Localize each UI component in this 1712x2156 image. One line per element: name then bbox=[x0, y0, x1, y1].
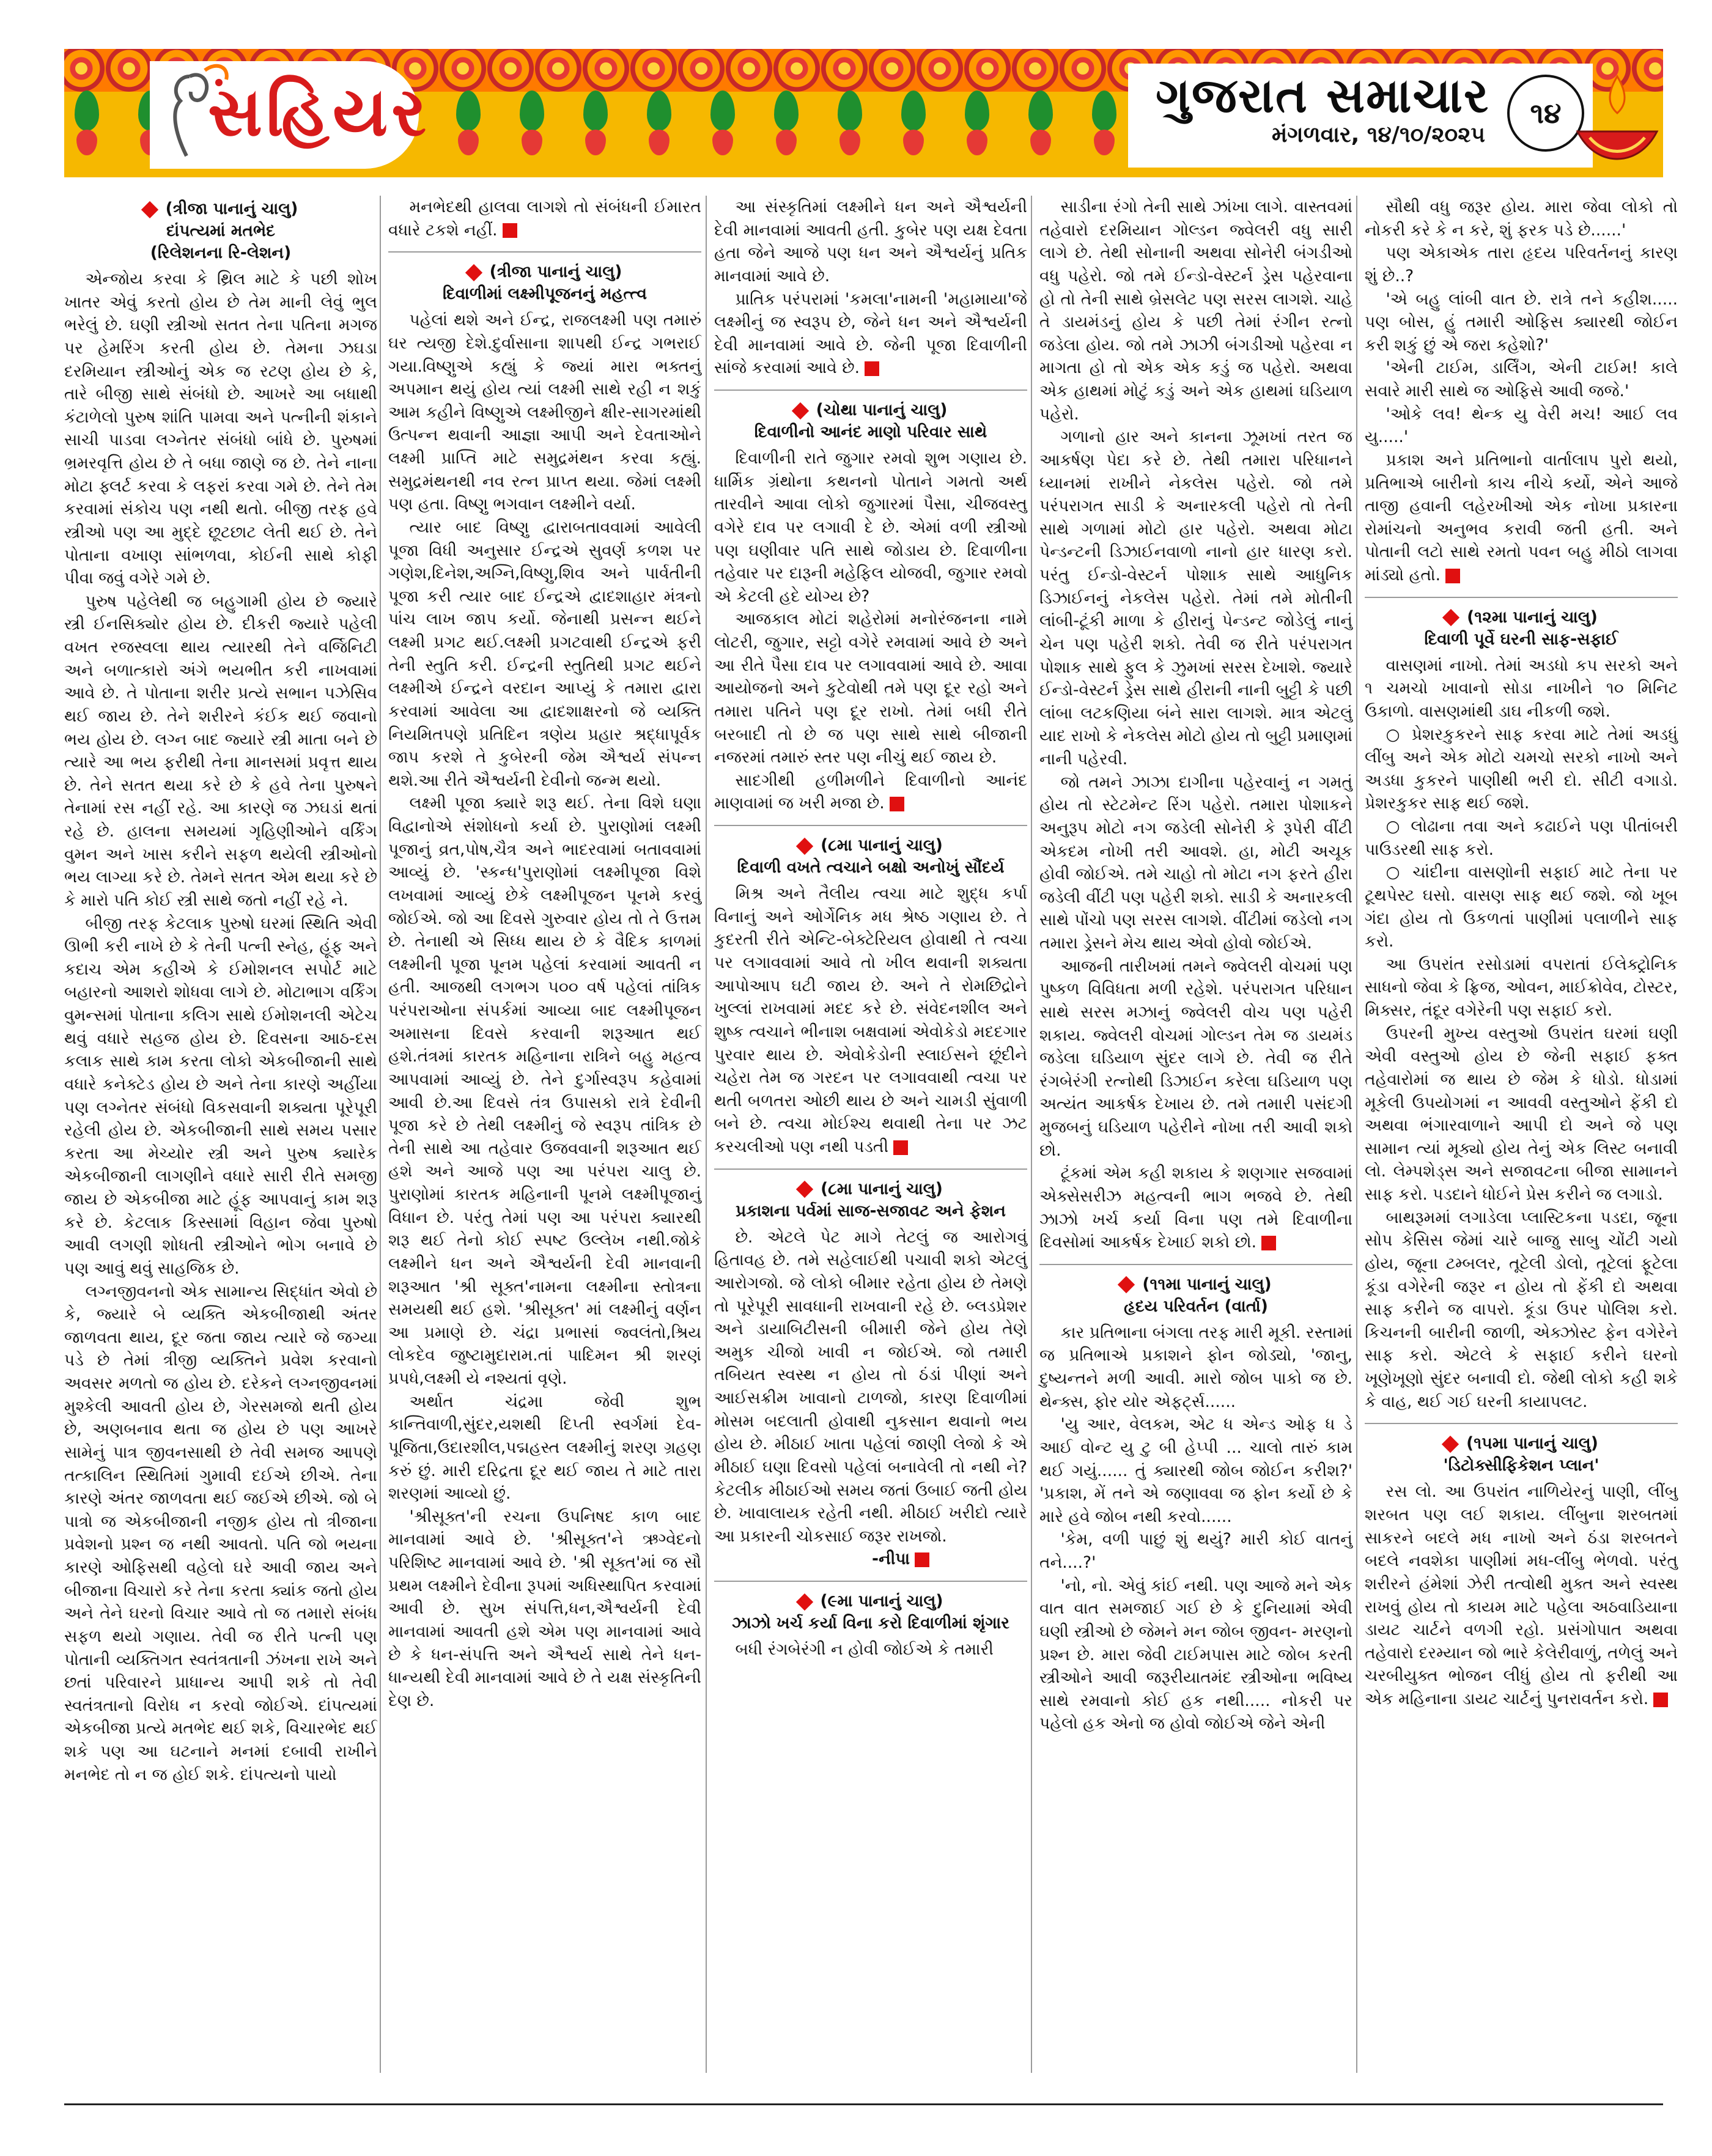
paragraph: 'કેમ, વળી પાછું શું થયું? મારી કોઈ વાતનું તને....?' bbox=[1039, 1530, 1352, 1573]
paragraph: પહેલાં થશે અને ઈન્દ્ર, રાજલક્ષ્મી પણ તમારું ઘર ત્યજી દેશે.દુર્વાસાના શાપથી ઈન્દ્ર ગભરાઈ ગયા.વિષ્ણુએ કહ્યું કે જ્યાં મારા ભક્તનું અપમાન થયું હોય ત્યાં લક્ષ્મી સાથે રહી ન શકું આમ કહીને વિષ્ણુએ લક્ષ્મીજીને ક્ષીર-સાગરમાંથી ઉત્પન્ન થવાની આજ્ઞા આપી અને દેવતાઓને લક્ષ્મી પ્રાપ્તિ માટે સમુદ્રમંથન કરવા કહ્યું. સમુદ્રમંથનથી નવ રત્ન પ્રાપ્ત થયા. જેમાં લક્ષ્મી પણ હતા. વિષ્ણુ ભગવાન લક્ષ્મીને વર્યા. bbox=[388, 311, 701, 514]
column-1 bbox=[64, 196, 377, 1786]
paragraph bbox=[388, 196, 701, 242]
end-mark-icon bbox=[1445, 569, 1460, 583]
diamond-bullet-icon bbox=[795, 1593, 813, 1610]
column-rule bbox=[706, 196, 707, 2073]
section-divider bbox=[1365, 597, 1678, 598]
supplement-logo: સહિયર bbox=[208, 72, 430, 151]
paragraph: બીજી તરફ કેટલાક પુરુષો ઘરમાં સ્થિતિ એવી ઊભી કરી નાખે છે કે તેની પત્ની સ્નેહ, હૂંફ અને કદાચ એમ કહીએ કે ઈમોશનલ સપોર્ટ માટે બહારનો આશરો શોધવા લાગે છે. મોટાભાગ વર્કિંગ વુમન્સમાં પોતાના કલિગ સાથે ઈમોશનલી એટેચ થવું વધારે સહજ હોય છે. દિવસના આઠ-દસ કલાક સાથે કામ કરતા લોકો એકબીજાની સાથે વધારે કનેક્ટેડ હોય છે અને તેના કારણે અહીંયા પણ લગ્નેતર સંબંધો વિકસવાની શક્યતા પૂરેપૂરી રહેલી હોય છે. એકબીજાની સાથે સમય પસાર કરતા આ મેચ્યોર સ્ત્રી અને પુરુષ ક્યારેક એકબીજાની લાગણીને વધારે સારી રીતે સમજી જાય છે એકબીજા માટે હૂંફ આપવાનું કામ શરૂ કરે છે. કેટલાક કિસ્સામાં વિહાન જેવા પુરુષો આવી લગણી શોધતી સ્ત્રીઓને ભોગ બનાવે છે પણ આવું થવું સાહજિક છે. bbox=[64, 914, 377, 1278]
article-heading bbox=[388, 261, 701, 305]
page-number-badge: ૧૪ bbox=[1507, 75, 1584, 152]
article-title: પ્રકાશના પર્વમાં સાજ-સજાવટ અને ફેશન bbox=[736, 1201, 1006, 1220]
paragraph: પુરુષ પહેલેથી જ બહુગામી હોય છે જ્યારે સ્ત્રી ઈનસિક્યોર હોય છે. દીકરી જ્યારે પહેલી વખત રજસ્વલા થાય ત્યારથી તેને વર્જિનિટી અને બળાત્કારો અંગે ભયભીત કરી નાખવામાં આવે છે. તે પોતાના શરીર પ્રત્યે સભાન પઝેસિવ થઈ જાય છે. તેને શરીરને કંઈક થઈ જવાનો ભય હોય છે. લગ્ન બાદ જ્યારે સ્ત્રી માતા બને છે ત્યારે આ ભય ફરીથી તેના માનસમાં પ્રવૃત્ત થાય છે. તેને સતત થયા કરે છે કે હવે તેના પુરુષને તેનામાં રસ નહીં રહે. આ કારણે જ ઝઘડાં થતાં રહે છે. હાલના સમયમાં ગૃહિણીઓને વર્કિંગ વુમન અને ખાસ કરીને સફળ થયેલી સ્ત્રીઓનો ભય લાગ્યા કરે છે. તેમને સતત એમ થયા કરે છે કે મારો પતિ કોઈ સ્ત્રી સાથે જતો નહીં રહે ને. bbox=[64, 591, 377, 910]
paragraph: 'નો, નો. એવું કાંઈ નથી. પણ આજે મને એક વાત વાત સમજાઈ ગઈ છે કે દુનિયામાં એવી ઘણી સ્ત્રીઓ છે જેમને મન જોબ જીવન- મરણનો પ્રશ્ન છે. મારા જેવી ટાઈમપાસ માટે જોબ કરતી સ્ત્રીઓને આવી જરૂરીયાતમંદ સ્ત્રીઓના ભવિષ્ય સાથે રમવાનો કોઈ હક નથી..... નોકરી પર પહેલો હક એનો જ હોવો જોઈએ જેને એની bbox=[1039, 1576, 1352, 1733]
toran-leaf-icon bbox=[770, 90, 803, 164]
paragraph-text: સાદગીથી હળીમળીને દિવાળીનો આનંદ માણવામાં જ ખરી મજા છે. bbox=[714, 770, 1027, 813]
column-rule bbox=[1356, 196, 1357, 2073]
paragraph bbox=[1365, 1480, 1678, 1710]
paragraph-text: ટૂંકમાં એમ કહી શકાય કે શણગાર સજવામાં એક્સેસરીઝ મહત્વની ભાગ ભજવે છે. તેથી ઝાઝો ખર્ચ કર્યા વિના પણ તમે દિવાળીના દિવસોમાં આકર્ષક દેખાઈ શકો છો. bbox=[1039, 1164, 1352, 1252]
end-mark-icon bbox=[1653, 1693, 1668, 1707]
paragraph: જો તમને ઝાઝા દાગીના પહેરવાનું ન ગમતું હોય તો સ્ટેટમેન્ટ રિંગ પહેરો. તમારા પોશાકને અનુરૂપ મોટો નગ જડેલી સોનેરી કે રૂપેરી વીંટી એકદમ નોખી તરી આવશે. હા, મોટી અચૂક હોવી જોઈએ. તમે ચાહો તો મોટા નગ ફરતે હીરા જડેલી વીંટી પણ પહેરી શકો. સાડી કે અનારકલી સાથે પોંચો પણ સરસ લાગશે. વીંટીમાં જડેલો નગ તમારા ડ્રેસને મેચ થાય એવો હોવો જોઈએ. bbox=[1039, 772, 1352, 953]
continued-from-label: (ત્રીજા પાનાનું ચાલુ) bbox=[489, 262, 622, 282]
toran-leaf-icon bbox=[452, 90, 485, 164]
continued-from-label: (૧૨મા પાનાનું ચાલુ) bbox=[1467, 607, 1598, 627]
toran-leaf-icon bbox=[1088, 90, 1121, 164]
column-3 bbox=[714, 196, 1027, 1661]
column-rule bbox=[1031, 196, 1032, 2073]
toran-leaf-icon bbox=[579, 90, 612, 164]
paragraph bbox=[1365, 449, 1678, 587]
article-heading bbox=[714, 399, 1027, 443]
paragraph-text: મિશ્ર અને તૈલીય ત્વચા માટે શુદ્ધ કર્પા વિનાનું અને ઓર્ગેનિક મધ શ્રેષ્ઠ ગણાય છે. તે કુદરતી રીતે એન્ટિ-બેક્ટેરિયલ હોવાથી તે ત્વચા પર લગાવવામાં આવે તો ખીલ થવાની શક્યતા આપોઆપ ઘટી જાય છે. અને તે રોમછિદ્રોને ખુલ્લાં રાખવામાં મદદ કરે છે. સંવેદનશીલ અને શુષ્ક ત્વચાને ભીનાશ બક્ષવામાં એવોકેડો મદદગાર પુરવાર થાય છે. એવોકેડોની સ્લાઈસને છૂંદીને ચહેરા તેમ જ ગરદન પર લગાવવાથી ત્વચા પર થતી બળતરા ઓછી થાય છે અને ચામડી સુંવાળી બને છે. ત્વચા મોઈશ્ચ થવાથી તેના પર ઝટ કરચલીઓ પણ નથી પડતી bbox=[714, 884, 1027, 1156]
article-heading bbox=[1365, 1433, 1678, 1477]
paragraph-text: મનભેદથી હાલવા લાગશે તો સંબંધની ઈમારત વધારે ટકશે નહીં. bbox=[388, 198, 701, 240]
diamond-bullet-icon bbox=[1442, 609, 1459, 626]
paragraph: 'યુ આર, વેલકમ, એટ ધ એન્ડ ઓફ ધ ડે આઈ વોન્ટ યુ ટુ બી હેપ્પી ... ચાલો તારું કામ થઈ ગયું...... તું ક્યારથી જોબ જોઈન કરીશ?' 'પ્રકાશ, મેં તને એ જણાવવા જ ફોન કર્યો છે કે મારે હવે જોબ નથી કરવો...... bbox=[1039, 1415, 1352, 1526]
toran-leaf-icon bbox=[643, 90, 676, 164]
article-heading bbox=[1039, 1274, 1352, 1318]
section-divider bbox=[388, 251, 701, 253]
paragraph bbox=[1039, 1162, 1352, 1254]
paragraph: પણ એકાએક તારા હૃદય પરિવર્તનનું કારણ શું છે..? bbox=[1365, 243, 1678, 286]
toran-leaf-icon bbox=[897, 90, 930, 164]
diamond-bullet-icon bbox=[796, 837, 813, 854]
toran-leaf-icon bbox=[961, 90, 994, 164]
article-title: દિવાળી વખતે ત્વચાને બક્ષો અનોખું સૌંદર્ય bbox=[737, 858, 1005, 877]
toran-leaf-icon bbox=[70, 90, 103, 164]
continued-from-label: (ત્રીજા પાનાનું ચાલુ) bbox=[165, 199, 298, 218]
paragraph: 'ઓકે લવ! થેન્ક યુ વેરી મચ! આઈ લવ યુ.....' bbox=[1365, 404, 1678, 447]
article-title: દિવાળી પૂર્વે ઘરની સાફ-સફાઈ bbox=[1424, 629, 1618, 649]
diamond-bullet-icon bbox=[465, 264, 482, 281]
section-divider bbox=[714, 389, 1027, 391]
paragraph: સૌથી વધુ જરૂર હોય. મારા જેવા લોકો તો નોકરી કરે કે ન કરે, શું ફરક પડે છે......' bbox=[1365, 198, 1678, 240]
paragraph bbox=[714, 882, 1027, 1159]
diamond-bullet-icon bbox=[791, 402, 808, 419]
diamond-bullet-icon bbox=[1442, 1436, 1459, 1453]
column-5 bbox=[1365, 196, 1678, 1711]
article-heading bbox=[714, 835, 1027, 879]
author-signature bbox=[714, 1548, 1027, 1571]
paragraph: એન્જોય કરવા કે થ્રિલ માટે કે પછી શોખ ખાતર એવું કરતો હોય છે તેમ માની લેવું ભુલ ભરેલું છે. ઘણી સ્ત્રીઓ સતત તેના પતિના મગજ પર હેમરિંગ કરતી હોય છે. તેમના ઝઘડા દરમિયાન સ્ત્રીઓનું એક જ રટણ હોય છે કે, તારે બીજી સાથે સંબંધો છે. આખરે આ બધાથી કંટાળેલો પુરુષ શાંતિ પામવા અને પત્નીની શંકાને સાચી પાડવા લગ્નેતર સંબંધો બાંધે છે. પુરુષમાં ભ્રમરવૃત્તિ હોય છે તે બધા જાણે જ છે. તેને નાના મોટા ફ્લર્ટ કરવા કે લફરાં કરવા ગમે છે. તેને તેમ કરવામાં સંકોચ પણ નથી થતો. બીજી તરફ હવે સ્ત્રીઓ પણ આ મુદ્દે છૂટછાટ લેતી થઈ છે. તેને પોતાના વખાણ સાંભળવા, કોઈની સાથે કોફી પીવા જવું વગેરે ગમે છે. bbox=[64, 270, 377, 588]
article-title: 'ડિટોક્સીફિકેશન પ્લાન' bbox=[1443, 1456, 1599, 1475]
article-title: હૃદય પરિવર્તન (વાર્તા) bbox=[1124, 1296, 1268, 1316]
paragraph: 'એ બહુ લાંબી વાત છે. રાત્રે તને કહીશ..... પણ બોસ, હું તમારી ઓફિસ ક્યારથી જોઈન કરી શકું છું એ જરા કહેશો?' bbox=[1365, 289, 1678, 355]
continued-from-label: (૧૧મા પાનાનું ચાલુ) bbox=[1142, 1274, 1272, 1294]
article-title: દાંપત્યમાં મતભેદ bbox=[166, 221, 275, 241]
diamond-bullet-icon bbox=[141, 201, 158, 218]
paragraph: વાસણમાં નાખો. તેમાં અડધો કપ સરકો અને ૧ ચમચો ખાવાનો સોડા નાખીને ૧૦ મિનિટ ઉકાળો. વાસણમાંથી ડાઘ નીકળી જશે. bbox=[1365, 655, 1678, 721]
article-title: દિવાળીનો આનંદ માણો પરિવાર સાથે bbox=[754, 423, 987, 442]
paragraph-text: રસ લો. આ ઉપરાંત નાળિયેરનું પાણી, લીંબુ શરબત પણ લઈ શકાય. લીંબુના શરબતમાં સાકરને બદલે મધ નાખો અને ઠંડા શરબતને બદલે નવશેકા પાણીમાં મધ-લીંબુ ભેળવો. પરંતુ શરીરને હંમેશાં ઝેરી તત્વોથી મુક્ત અને સ્વસ્થ રાખવું હોય તો કાયમ માટે પહેલા અઠવાડિયાના ડાયટ ચાર્ટને વળગી રહો. પ્રસંગોપાત અથવા તહેવારો દરમ્યાન જો ભારે કેલેરીવાળું, તળેલું અને ચરબીયુક્ત ભોજન લીધું હોય તો ફરીથી આ એક મહિનાના ડાયટ ચાર્ટનું પુનરાવર્તન કરો. bbox=[1365, 1482, 1678, 1708]
article-heading bbox=[1365, 607, 1678, 651]
signature-text: -નીપા bbox=[871, 1549, 910, 1569]
section-divider bbox=[714, 1581, 1027, 1582]
section-divider bbox=[1365, 1423, 1678, 1424]
paragraph: આ ઉપરાંત રસોડામાં વપરાતાં ઈલેક્ટ્રોનિક સાધનો જેવા કે ફ્રિજ, ઓવન, માઈક્રોવેવ, ટોસ્ટર, મિક્સર, તંદૂર વગેરેની પણ સફાઈ કરો. bbox=[1365, 954, 1678, 1021]
paragraph: ઉપરની મુખ્ય વસ્તુઓ ઉપરાંત ઘરમાં ઘણી એવી વસ્તુઓ હોય છે જેની સફાઈ ફક્ત તહેવારોમાં જ થાય છે જેમ કે ધોડો. ધોડામાં મૂકેલી ઉપયોગમાં ન આવવી વસ્તુઓને ફેંકી દો અથવા ભંગારવાળાને આપી દો અને જે પણ સામાન ત્યાં મૂક્યો હોય તેનું એક લિસ્ટ બનાવી લો. લેમ્પશેડ્સ અને સજાવટના બીજા સામાનને સાફ કરો. પડદાને ધોઈને પ્રેસ કરીને જ લગાડો. bbox=[1365, 1024, 1678, 1205]
paragraph bbox=[714, 769, 1027, 815]
end-mark-icon bbox=[865, 361, 879, 376]
end-mark-icon bbox=[503, 223, 517, 238]
diamond-bullet-icon bbox=[796, 1181, 813, 1198]
end-mark-icon bbox=[893, 1140, 908, 1155]
paragraph: ત્યાર બાદ વિષ્ણુ દ્વારાબતાવવામાં આવેલી પૂજા વિધી અનુસાર ઈન્દ્રએ સુવર્ણ કળશ પર ગણેશ,દિનેશ,અગ્નિ,વિષ્ણુ,શિવ અને પાર્વતીની પૂજા કરી ત્યાર બાદ ઈન્દ્રએ દ્વાદશાહાર મંત્રનો પાંચ લાખ જાપ કર્યો. જેનાથી પ્રસન્ન થઈને લક્ષ્મી પ્રગટ થઈ.લક્ષ્મી પ્રગટવાથી ઈન્દ્રએ ફરી તેની સ્તુતિ કરી. ઈન્દ્રની સ્તુતિથી પ્રગટ થઈને લક્ષ્મીએ ઈન્દ્રને વરદાન આપ્યું કે તમારા દ્વારા કરવામાં આવેલા આ દ્વાદશાક્ષરનો જે વ્યક્તિ નિયમિતપણે પ્રતિદિન ત્રણેય પ્રહાર શ્રદ્ધાપૂર્વક જાપ કરશે તે કુબેરની જેમ ઐશ્વર્ય સંપન્ન થશે.આ રીતે ઐશ્વર્યની દેવીનો જન્મ થયો. bbox=[388, 517, 701, 790]
continued-from-label: (૯મા પાનાનું ચાલુ) bbox=[820, 1592, 943, 1611]
paragraph bbox=[714, 288, 1027, 380]
section-divider bbox=[714, 825, 1027, 826]
diya-icon bbox=[1571, 70, 1663, 174]
paragraph: દિવાળીની રાતે જુગાર રમવો શુભ ગણાય છે. ધાર્મિક ગ્રંથોના કથનનો પોતાને ગમતો અર્થ તારવીને આવા લોકો જુગારમાં પૈસા, ચીજવસ્તુ વગેરે દાવ પર લગાવી દે છે. એમાં વળી સ્ત્રીઓ પણ ઘણીવાર પતિ સાથે જોડાય છે. દિવાળીના તહેવાર પર દારૂની મહેફિલ યોજવી, જુગાર રમવો એ કેટલી હદે યોગ્ય છે? bbox=[714, 449, 1027, 606]
paragraph-text: પ્રાતિક પરંપરામાં 'કમલા'નામની 'મહામાયા'જે લક્ષ્મીનું જ સ્વરૂપ છે, જેને ધન અને ઐશ્વર્યની દેવી માનવામાં આવે છે. જેની પૂજા દિવાળીની સાંજે કરવામાં આવે છે. bbox=[714, 289, 1027, 378]
page-bottom-rule bbox=[64, 2103, 1663, 2105]
continued-from-label: (ચોથા પાનાનું ચાલુ) bbox=[816, 401, 948, 419]
paragraph: છે. એટલે પેટ માગે તેટલું જ આરોગવું હિતાવહ છે. તમે સહેલાઈથી પચાવી શકો એટલું આરોગજો. જે લોકો બીમાર રહેતા હોય છે તેમણે તો પૂરેપૂરી સાવધાની રાખવાની રહે છે. બ્લડપ્રેશર અને ડાયાબિટીસની બીમારી જેને હોય તેણે અમુક ચીજો ખાવી ન જોઈએ. જો તમારી તબિયત સ્વસ્થ ન હોય તો ઠંડાં પીણાં અને આઈસક્રીમ ખાવાનો ટાળજો, કારણ દિવાળીમાં મોસમ બદલાતી હોવાથી નુકસાન થવાનો ભય હોય છે. મીઠાઈ ખાતા પહેલાં જાણી લેજો કે એ મીઠાઈ ઘણા દિવસો પહેલાં બનાવેલી તો નથી ને? કેટલીક મીઠાઈઓ સમય જતાં ઉબાઈ જતી હોય છે. ખાવાલાયક રહેતી નથી. મીઠાઈ ખરીદો ત્યારે આ પ્રકારની ચોકસાઈ જરૂર રાખજો. bbox=[714, 1227, 1027, 1546]
paragraph: 'શ્રીસૂક્ત'ની રચના ઉપનિષદ કાળ બાદ માનવામાં આવે છે. 'શ્રીસૂક્ત'ને ઋગ્વેદનો પરિશિષ્ટ માનવામાં આવે છે. 'શ્રી સૂક્ત'માં જ સૌ પ્રથમ લક્ષ્મીને દેવીના રૂપમાં અધિસ્થાપિત કરવામાં આવી છે. સુખ સંપત્તિ,ધન,ઐશ્વર્યની દેવી માનવામાં આવતી હશે એમ પણ માનવામાં આવે છે કે ધન-સંપત્તિ અને ઐશ્વર્ય સાથે તેને ધન-ધાન્યથી દેવી માનવામાં આવે છે તે યક્ષ સંસ્કૃતિની દેણ છે. bbox=[388, 1507, 701, 1710]
paragraph-text: પ્રકાશ અને પ્રતિભાનો વાર્તાલાપ પુરો થયો, પ્રતિભાએ બારીનો કાચ નીચે કર્યો, એને આજે તાજી હવાની લહેરખીઓ એક નોખા પ્રકારના રોમાંચનો અનુભવ કરાવી જતી હતી. અને પોતાની લટો સાથે રમતો પવન બહુ મીઠો લાગવા માંડ્યો હતો. bbox=[1365, 450, 1678, 585]
paragraph: બાથરૂમમાં લગાડેલા પ્લાસ્ટિકના પડદા, જૂના સોપ કેસિસ જેમાં ચારે બાજુ સાબુ ચોંટી ગયો હોય, જૂના ટમ્બલર, તૂટેલી ડોલો, તૂટેલાં ફૂટેલા કૂંડા વગેરેની જરૂર ન હોય તો ફેંકી દો અથવા સાફ કરીને જ વાપરો. કૂંડા ઉપર પોલિશ કરો. કિચનની બારીની જાળી, એક્ઝોસ્ટ ફેન વગેરેને સાફ કરો. એટલે કે સફાઈ કરીને ઘરનો ખૂણેખૂણો સુંદર બનાવી દો. જેથી લોકો કહી શકે કે વાહ, થઈ ગઈ ઘરની કાયાપલટ. bbox=[1365, 1208, 1678, 1411]
toran-leaf-icon bbox=[706, 90, 739, 164]
paragraph: આ સંસ્કૃતિમાં લક્ષ્મીને ધન અને ઐશ્વર્યની દેવી માનવામાં આવતી હતી. કુબેર પણ યક્ષ દેવતા હતા જેને આજે પણ ધન અને ઐશ્વર્યનું પ્રતિક માનવામાં આવે છે. bbox=[714, 198, 1027, 286]
continued-from-label: (૮મા પાનાનું ચાલુ) bbox=[821, 1179, 943, 1198]
article-heading bbox=[64, 198, 377, 264]
article-title: દિવાળીમાં લક્ષ્મીપૂજનનું મહત્ત્વ bbox=[442, 284, 648, 304]
end-mark-icon bbox=[915, 1552, 929, 1567]
issue-date: મંગળવાર, ૧૪/૧૦/૨૦૨૫ bbox=[1272, 122, 1486, 147]
toran-leaf-icon bbox=[833, 90, 866, 164]
paragraph: આજની તારીખમાં તમને જ્વેલરી વોચમાં પણ પુષ્કળ વિવિધતા મળી રહેશે. પરંપરાગત પરિધાન સાથે સરસ મઝાનું જ્વેલરી વોચ પણ પહેરી શકાય. જ્વેલરી વોચમાં ગોલ્ડન તેમ જ ડાયમંડ જડેલા ઘડિયાળ સુંદર લાગે છે. તેવી જ રીતે રંગબેરંગી રત્નોથી ડિઝાઈન કરેલા ઘડિયાળ પણ અત્યંત આકર્ષક દેખાય છે. તમે તમારી પસંદગી મુજબનું ઘડિયાળ પહેરીને નોખા તરી આવી શકો છો. bbox=[1039, 956, 1352, 1160]
paragraph: કાર પ્રતિભાના બંગલા તરફ મારી મૂકી. રસ્તામાં જ પ્રતિભાએ પ્રકાશને ફોન જોડ્યો, 'જાનુ, દુષ્યન્તને મળી આવી. મારો જોબ પાકો જ છે. થેન્ક્સ, ફોર યોર એફર્ટ્સ...... bbox=[1039, 1323, 1352, 1411]
article-title: ઝાઝો ખર્ચ કર્યા વિના કરો દિવાળીમાં શૃંગાર bbox=[732, 1614, 1009, 1633]
paragraph: લક્ષ્મી પૂજા ક્યારે શરૂ થઈ. તેના વિશે ઘણા વિદ્વાનોએ સંશોધનો કર્યા છે. પુરાણોમાં લક્ષ્મી પૂજાનું વ્રત,પોષ,ચૈત્ર અને ભાદરવામાં બતાવવામાં આવ્યું છે. 'સ્કન્ધ'પુરાણોમાં લક્ષ્મીપૂજા વિશે લખવામાં આવ્યું છેકે લક્ષ્મીપૂજન પૂનમે કરવું જોઈએ. જો આ દિવસે ગુરુવાર હોય તો તે ઉત્તમ છે. તેનાથી એ સિધ્ધ થાય છે કે વૈદિક કાળમાં લક્ષ્મીની પૂજા પૂનમ પહેલાં કરવામાં આવતી ન હતી. આજથી લગભગ ૫૦૦ વર્ષ પહેલાં તાંત્રિક પરંપરાઓના સંપર્કમાં આવ્યા બાદ લક્ષ્મીપૂજન અમાસના દિવસે કરવાની શરૂઆત થઈ હશે.તંત્રમાં કારતક મહિનાના રાત્રિને બહુ મહત્વ આપવામાં આવ્યું છે. તેને દુર્ગાસ્વરૂપ કહેવામાં આવી છે.આ દિવસે તંત્ર ઉપાસકો રાત્રે દેવીની પૂજા કરે છે તેથી લક્ષ્મીનું જે સ્વરૂપ તાંત્રિક છે તેની સાથે આ તહેવાર ઉજવવાની શરૂઆત થઈ હશે અને આજે પણ આ પરંપરા ચાલુ છે. પુરાણોમાં કારતક મહિનાની પૂનમે લક્ષ્મીપૂજાનું વિધાન છે. પરંતુ તેમાં પણ આ પરંપરા ક્યારથી શરૂ થઈ તેનો કોઈ સ્પષ્ટ ઉલ્લેખ નથી.જોકે લક્ષ્મીને ધન અને ઐશ્વર્યની દેવી માનવાની શરૂઆત 'શ્રી સૂક્ત'નામના લક્ષ્મીના સ્તોત્રના સમયથી થઈ હશે. 'શ્રીસૂક્ત' માં લક્ષ્મીનું વર્ણન આ પ્રમાણે છે. ચંદ્રા પ્રભાસાં જ્વલંતો,શ્રિય લોકદેવ જુષ્ટામુદારામ.તાં પાદિમન શ્રી શરણં પ્રપધે,લક્ષ્મી યે નશ્યતાં વૃણે. bbox=[388, 794, 701, 1389]
end-mark-icon bbox=[890, 797, 904, 811]
paragraph: ગળાનો હાર અને કાનના ઝૂમખાં તરત જ આકર્ષણ પેદા કરે છે. તેથી તમારા પરિધાનને ધ્યાનમાં રાખીને નેકલેસ પહેરો. જો તમે પરંપરાગત સાડી કે અનારકલી પહેરો તો તેની સાથે ગળામાં મોટો હાર પહેરો. અથવા મોટા પેન્ડન્ટની ડિઝાઈનવાળો નાનો હાર ધારણ કરો. પરંતુ ઈન્ડો-વેસ્ટર્ન પોશાક સાથે આધુનિક ડિઝાઈનનું નેકલેસ પહેરો. તેમાં તમે મોતીની લાંબી-ટૂંકી માળા કે હીરાનું પેન્ડન્ટ જોડેલું નાનું ચેન પણ પહેરી શકો. તેવી જ રીતે પરંપરાગત પોશાક સાથે ફુલ કે ઝુમખાં સરસ દેખાશે. જ્યારે ઈન્ડો-વેસ્ટર્ન ડ્રેસ સાથે હીરાની નાની બુટ્ટી કે પછી લાંબા લટકણિયા બંને સારા લાગશે. માત્ર એટલું યાદ રાખો કે નેકલેસ મોટો હોય તો બુટ્ટી પ્રમાણમાં નાની પહેરવી. bbox=[1039, 427, 1352, 769]
section-divider bbox=[714, 1168, 1027, 1170]
paragraph: બધી રંગબેરંગી ન હોવી જોઈએ કે તમારી bbox=[735, 1640, 994, 1659]
end-mark-icon bbox=[1261, 1236, 1276, 1250]
toran-leaf-icon bbox=[1024, 90, 1057, 164]
paragraph: ○ પ્રેશરકુકરને સાફ કરવા માટે તેમાં અડધું લીંબુ અને એક મોટો ચમચો સરકો નાખો અને અડધા કુકરને પાણીથી ભરી દો. સીટી વગાડો. પ્રેશરકુકર સાફ થઈ જશે. bbox=[1365, 725, 1678, 813]
column-2 bbox=[388, 196, 701, 1712]
continued-from-label: (૧૫મા પાનાનું ચાલુ) bbox=[1466, 1434, 1598, 1453]
column-rule bbox=[380, 196, 381, 2073]
paragraph: અર્થાત ચંદ્રમા જેવી શુભ કાન્તિવાળી,સુંદર,યશથી દિપ્તી સ્વર્ગમાં દેવ-પૂજિતા,ઉદારશીલ,પદ્મહસ્ત લક્ષ્મીનું શરણ ગ્રહણ કરું છું. મારી દરિદ્રતા દૂર થઈ જાય તે માટે તારા શરણમાં આવ્યો છું. bbox=[388, 1392, 701, 1504]
article-heading bbox=[714, 1178, 1027, 1222]
paragraph: ○ ચાંદીના વાસણોની સફાઈ માટે તેના પર ટૂથપેસ્ટ ઘસો. વાસણ સાફ થઈ જશે. જો ખૂબ ગંદા હોય તો ઉકળતાં પાણીમાં પલાળીને સાફ કરો. bbox=[1365, 863, 1678, 951]
diamond-bullet-icon bbox=[1118, 1276, 1135, 1293]
article-subtitle: (રિલેશનના રિ-લેશન) bbox=[150, 243, 292, 263]
toran-leaf-icon bbox=[515, 90, 548, 164]
continued-from-label: (૮મા પાનાનું ચાલુ) bbox=[821, 836, 943, 855]
paragraph: આજકાલ મોટાં શહેરોમાં મનોરંજનના નામે લોટરી, જુગાર, સટ્ટો વગેરે રમવામાં આવે છે અને આ રીતે પૈસા દાવ પર લગાવવામાં આવે છે. આવા આયોજનો અને કુટેવોથી તમે પણ દૂર રહો અને તમારા પતિને પણ દૂર રાખો. તેમાં બધી રીતે બરબાદી તો છે જ પણ સાથે સાથે બીજાની નજરમાં તમારું સ્તર પણ નીચું થઈ જાય છે. bbox=[714, 610, 1027, 767]
paragraph: લગ્નજીવનનો એક સામાન્ય સિદ્ધાંત એવો છે કે, જ્યારે બે વ્યક્તિ એકબીજાથી અંતર જાળવતા થાય, દૂર જતા જાય ત્યારે જે જગ્યા પડે છે તેમાં ત્રીજી વ્યક્તિને પ્રવેશ કરવાનો અવસર મળતો જ હોય છે. દરેકને લગ્નજીવનમાં મુશ્કેલી આવતી હોય છે, ગેરસમજો થતી હોય છે, અણબનાવ થતા જ હોય છે પણ આખરે સામેનું પાત્ર જીવનસાથી છે તેવી સમજ આપણે તત્કાલિન સ્થિતિમાં ગુમાવી દઈએ છીએ. તેના કારણે અંતર જાળવતા થઈ જઈએ છીએ. જો બે પાત્રો જ એકબીજાની નજીક હોય તો ત્રીજાના પ્રવેશનો પ્રશ્ન જ નથી આવતો. પતિ જો ભયના કારણે ઓફિસથી વહેલો ઘરે આવી જાય અને બીજાના વિચારો કરે તેના કરતા ક્યાંક જતો હોય અને તેને ઘરનો વિચાર આવે તો જ તમારો સંબંધ સફળ થયો ગણાય. તેવી જ રીતે પત્ની પણ પોતાની વ્યક્તિગત સ્વતંત્રતાની ઝંખના રાખે અને છતાં પરિવારને પ્રાધાન્ય આપી શકે તો તેવી સ્વતંત્રતાનો વિરોધ ન કરવો જોઈએ. દાંપત્યમાં એકબીજા પ્રત્યે મતભેદ થઈ શકે, વિચારભેદ થઈ શકે પણ આ ઘટનાને મનમાં દબાવી રાખીને મનભેદ તો ન જ હોઈ શકે. દાંપત્યનો પાયો bbox=[64, 1282, 377, 1784]
paragraph: 'એની ટાઈમ, ડાર્લિંગ, એની ટાઈમ! કાલે સવારે મારી સાથે જ ઓફિસે આવી જજે.' bbox=[1365, 358, 1678, 401]
paragraph: ○ લોઢાના તવા અને કઢાઈને પણ પીતાંબરી પાઉડરથી સાફ કરો. bbox=[1365, 817, 1678, 859]
paragraph: સાડીના રંગો તેની સાથે ઝાંખા લાગે. વાસ્તવમાં તહેવારો દરમિયાન ગોલ્ડન જ્વેલરી વધુ સારી લાગે છે. તેથી સોનાની અથવા સોનેરી બંગડીઓ વધુ પહેરો. જો તમે ઈન્ડો-વેસ્ટર્ન ડ્રેસ પહેરવાના હો તો તેની સાથે બ્રેસલેટ પણ સરસ લાગશે. ચાહે તે ડાયમંડનું હોય કે પછી તેમાં રંગીન રત્નો જડેલા હોય. જો તમે ઝાઝી બંગડીઓ પહેરવા ન માગતા હો તો એક એક કડું જ પહેરો. અથવા એક હાથમાં મોટું કડું અને એક હાથમાં ઘડિયાળ પહેરો. bbox=[1039, 198, 1352, 424]
column-4 bbox=[1039, 196, 1352, 1735]
newspaper-name: ગુજરાત સમાચાર bbox=[1156, 68, 1490, 124]
section-divider bbox=[1039, 1264, 1352, 1265]
article-heading bbox=[714, 1590, 1027, 1634]
